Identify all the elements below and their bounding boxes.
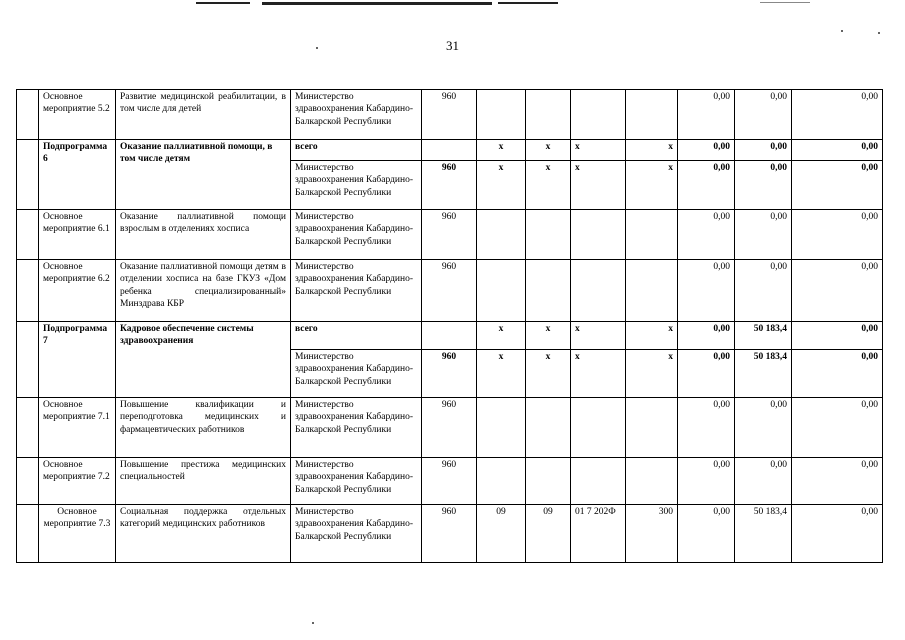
executor: Министерство здравоохранения Кабардино-Балкарской Республики [291,505,422,563]
executor: Министерство здравоохранения Кабардино-Балкарской Республики [291,350,422,398]
year3-value: 0,00 [792,322,883,350]
scan-speck [312,622,314,624]
vr-code [626,210,678,260]
year1-value: 0,00 [678,505,735,563]
table-row [17,322,883,350]
rz-code: x [477,322,526,350]
row-code: Основное мероприятие 7.3 [39,505,116,563]
year1-value: 0,00 [678,90,735,140]
year1-value: 0,00 [678,398,735,458]
budget-table [16,89,883,563]
scan-speck [841,30,843,32]
year2-value: 0,00 [735,260,792,322]
executor: всего [291,322,422,350]
margin-cell [17,90,39,140]
year2-value: 0,00 [735,90,792,140]
year3-value: 0,00 [792,210,883,260]
rz-code [477,398,526,458]
grbs-code: 960 [422,458,477,505]
year2-value: 0,00 [735,458,792,505]
row-name: Повышение квалификации и переподготовка медицинских и фармацевтических работников [116,398,291,458]
vr-code [626,398,678,458]
year3-value: 0,00 [792,260,883,322]
grbs-code [422,322,477,350]
vr-code: 300 [626,505,678,563]
row-code: Основное мероприятие 5.2 [39,90,116,140]
vr-code: x [626,322,678,350]
rz-code [477,90,526,140]
row-code: Основное мероприятие 7.1 [39,398,116,458]
executor: Министерство здравоохранения Кабардино-Балкарской Республики [291,161,422,210]
rz-code: x [477,140,526,161]
vr-code [626,260,678,322]
vr-code: x [626,140,678,161]
pr-code: x [526,350,571,398]
grbs-code: 960 [422,90,477,140]
year1-value: 0,00 [678,140,735,161]
year2-value: 50 183,4 [735,505,792,563]
row-code: Основное мероприятие 6.1 [39,210,116,260]
csr-code [571,398,626,458]
year2-value: 50 183,4 [735,322,792,350]
year1-value: 0,00 [678,260,735,322]
pr-code: x [526,140,571,161]
pr-code: x [526,161,571,210]
grbs-code [422,140,477,161]
table-row [17,90,883,140]
vr-code: x [626,350,678,398]
csr-code [571,458,626,505]
executor: Министерство здравоохранения Кабардино-Балкарской Республики [291,210,422,260]
year2-value: 0,00 [735,210,792,260]
table-row [17,458,883,505]
row-name: Развитие медицинской реабилитации, в том числе для детей [116,90,291,140]
table-row [17,260,883,322]
page-number: 31 [446,38,459,53]
row-code: Основное мероприятие 6.2 [39,260,116,322]
scan-artifact-line [196,2,250,4]
row-code: Подпрограмма 7 [39,322,116,398]
csr-code: x [571,140,626,161]
year3-value: 0,00 [792,458,883,505]
margin-cell [17,398,39,458]
row-name: Повышение престижа медицинских специальностей [116,458,291,505]
margin-cell [17,505,39,563]
year3-value: 0,00 [792,140,883,161]
rz-code: x [477,161,526,210]
grbs-code: 960 [422,210,477,260]
row-name: Оказание паллиативной помощи детям в отделении хосписа на базе ГКУЗ «Дом ребенка специализированный» Минздрава КБР [116,260,291,322]
year2-value: 0,00 [735,140,792,161]
pr-code [526,398,571,458]
year1-value: 0,00 [678,458,735,505]
margin-cell [17,322,39,398]
pr-code [526,90,571,140]
rz-code [477,210,526,260]
year1-value: 0,00 [678,350,735,398]
year3-value: 0,00 [792,350,883,398]
year1-value: 0,00 [678,210,735,260]
row-name: Оказание паллиативной помощи, в том числе детям [116,140,291,210]
grbs-code: 960 [422,350,477,398]
row-name: Кадровое обеспечение системы здравоохранения [116,322,291,398]
year3-value: 0,00 [792,398,883,458]
scan-artifact-line [760,2,810,3]
grbs-code: 960 [422,161,477,210]
executor: Министерство здравоохранения Кабардино-Балкарской Республики [291,90,422,140]
csr-code: 01 7 202Ф [571,505,626,563]
rz-code: x [477,350,526,398]
vr-code: x [626,161,678,210]
row-code: Подпрограмма 6 [39,140,116,210]
margin-cell [17,210,39,260]
vr-code [626,90,678,140]
pr-code: 09 [526,505,571,563]
pr-code [526,260,571,322]
executor: Министерство здравоохранения Кабардино-Балкарской Республики [291,260,422,322]
grbs-code: 960 [422,505,477,563]
table-row [17,210,883,260]
year3-value: 0,00 [792,505,883,563]
year3-value: 0,00 [792,161,883,210]
rz-code [477,260,526,322]
csr-code: x [571,161,626,210]
csr-code [571,210,626,260]
csr-code [571,260,626,322]
year1-value: 0,00 [678,161,735,210]
grbs-code: 960 [422,398,477,458]
rz-code: 09 [477,505,526,563]
margin-cell [17,458,39,505]
table-row [17,140,883,161]
year2-value: 0,00 [735,161,792,210]
year1-value: 0,00 [678,322,735,350]
scan-artifact-line [498,2,558,4]
executor: всего [291,140,422,161]
csr-code: x [571,322,626,350]
table-row [17,398,883,458]
vr-code [626,458,678,505]
pr-code [526,210,571,260]
scan-speck [878,32,880,34]
year2-value: 0,00 [735,398,792,458]
scan-artifact-line [262,2,492,5]
pr-code: x [526,322,571,350]
year3-value: 0,00 [792,90,883,140]
table-row [17,505,883,563]
row-name: Оказание паллиативной помощи взрослым в отделениях хосписа [116,210,291,260]
row-code: Основное мероприятие 7.2 [39,458,116,505]
year2-value: 50 183,4 [735,350,792,398]
margin-cell [17,260,39,322]
rz-code [477,458,526,505]
margin-cell [17,140,39,210]
csr-code: x [571,350,626,398]
executor: Министерство здравоохранения Кабардино-Балкарской Республики [291,458,422,505]
csr-code [571,90,626,140]
pr-code [526,458,571,505]
executor: Министерство здравоохранения Кабардино-Балкарской Республики [291,398,422,458]
row-name: Социальная поддержка отдельных категорий медицинских работников [116,505,291,563]
grbs-code: 960 [422,260,477,322]
